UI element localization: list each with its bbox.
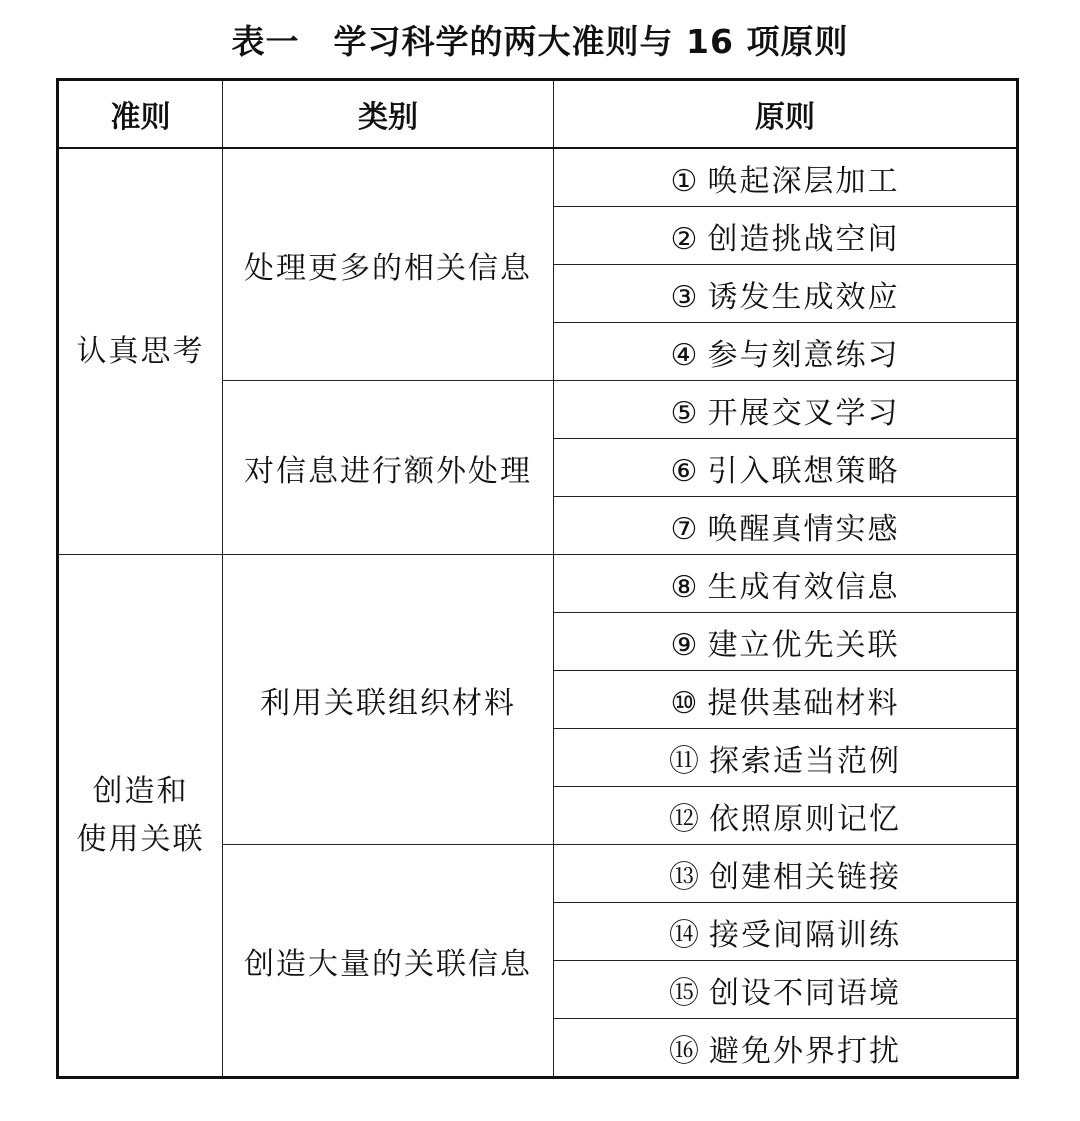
principle-text: 唤起深层加工 xyxy=(707,163,900,199)
principle-text: 引入联想策略 xyxy=(707,453,900,489)
principle-number: ⑮ xyxy=(669,975,701,1011)
principle-text: 探索适当范例 xyxy=(709,743,901,779)
principle-text: 避免外界打扰 xyxy=(709,1033,901,1069)
principle-text: 接受间隔训练 xyxy=(709,917,901,953)
principle-number: ⑩ xyxy=(670,685,700,721)
principle-number: ③ xyxy=(670,279,700,315)
principle-cell xyxy=(554,845,1018,903)
header-row xyxy=(58,80,1018,149)
principle-number: ① xyxy=(670,163,700,199)
principle-text: 创设不同语境 xyxy=(709,975,901,1011)
principle-cell xyxy=(554,787,1018,845)
principle-number: ⑦ xyxy=(670,511,700,547)
principle-text: 诱发生成效应 xyxy=(707,279,900,315)
principle-number: ⑨ xyxy=(670,627,700,663)
principle-cell xyxy=(554,555,1018,613)
criterion-text-line-2: 使用关联 xyxy=(76,821,205,857)
principle-cell xyxy=(554,903,1018,961)
principles-table xyxy=(56,78,1019,1079)
principle-number: ④ xyxy=(670,337,700,373)
criterion-cell-connect xyxy=(58,555,223,1078)
principle-number: ⑤ xyxy=(670,395,700,431)
principle-cell xyxy=(554,265,1018,323)
principle-cell xyxy=(554,1019,1018,1078)
principle-cell xyxy=(554,381,1018,439)
principle-number: ⑪ xyxy=(669,743,701,779)
category-cell: 利用关联组织材料 xyxy=(223,555,554,845)
category-cell: 创造大量的关联信息 xyxy=(223,845,554,1078)
principle-text: 提供基础材料 xyxy=(707,685,900,721)
principle-text: 创造挑战空间 xyxy=(707,221,900,257)
principle-cell xyxy=(554,148,1018,207)
principle-text: 依照原则记忆 xyxy=(709,801,901,837)
header-category: 类别 xyxy=(223,80,554,149)
category-cell: 处理更多的相关信息 xyxy=(223,148,554,381)
category-cell: 对信息进行额外处理 xyxy=(223,381,554,555)
principle-number: ⑯ xyxy=(669,1033,701,1069)
principle-text: 开展交叉学习 xyxy=(707,395,900,431)
principle-cell xyxy=(554,497,1018,555)
criterion-text-line-1: 创造和 xyxy=(92,773,189,809)
principle-number: ⑬ xyxy=(669,859,701,895)
principle-text: 唤醒真情实感 xyxy=(707,511,900,547)
principle-number: ⑫ xyxy=(669,801,701,837)
principle-text: 参与刻意练习 xyxy=(707,337,900,373)
table-title: 表一 学习科学的两大准则与 16 项原则 xyxy=(231,22,849,61)
principle-number: ⑭ xyxy=(669,917,701,953)
principle-text: 创建相关链接 xyxy=(709,859,901,895)
table-row xyxy=(58,148,1018,207)
principle-cell xyxy=(554,729,1018,787)
header-principle: 原则 xyxy=(554,80,1018,149)
principle-cell xyxy=(554,323,1018,381)
principle-cell xyxy=(554,207,1018,265)
principle-cell xyxy=(554,671,1018,729)
principle-cell xyxy=(554,613,1018,671)
principle-number: ⑧ xyxy=(670,569,700,605)
principle-number: ⑥ xyxy=(670,453,700,489)
principle-cell xyxy=(554,439,1018,497)
header-criterion: 准则 xyxy=(58,80,223,149)
table-row xyxy=(58,555,1018,613)
criterion-text: 认真思考 xyxy=(76,333,205,369)
principle-text: 建立优先关联 xyxy=(707,627,900,663)
principle-text: 生成有效信息 xyxy=(707,569,900,605)
principle-cell xyxy=(554,961,1018,1019)
principle-number: ② xyxy=(670,221,700,257)
criterion-cell-think xyxy=(58,148,223,555)
